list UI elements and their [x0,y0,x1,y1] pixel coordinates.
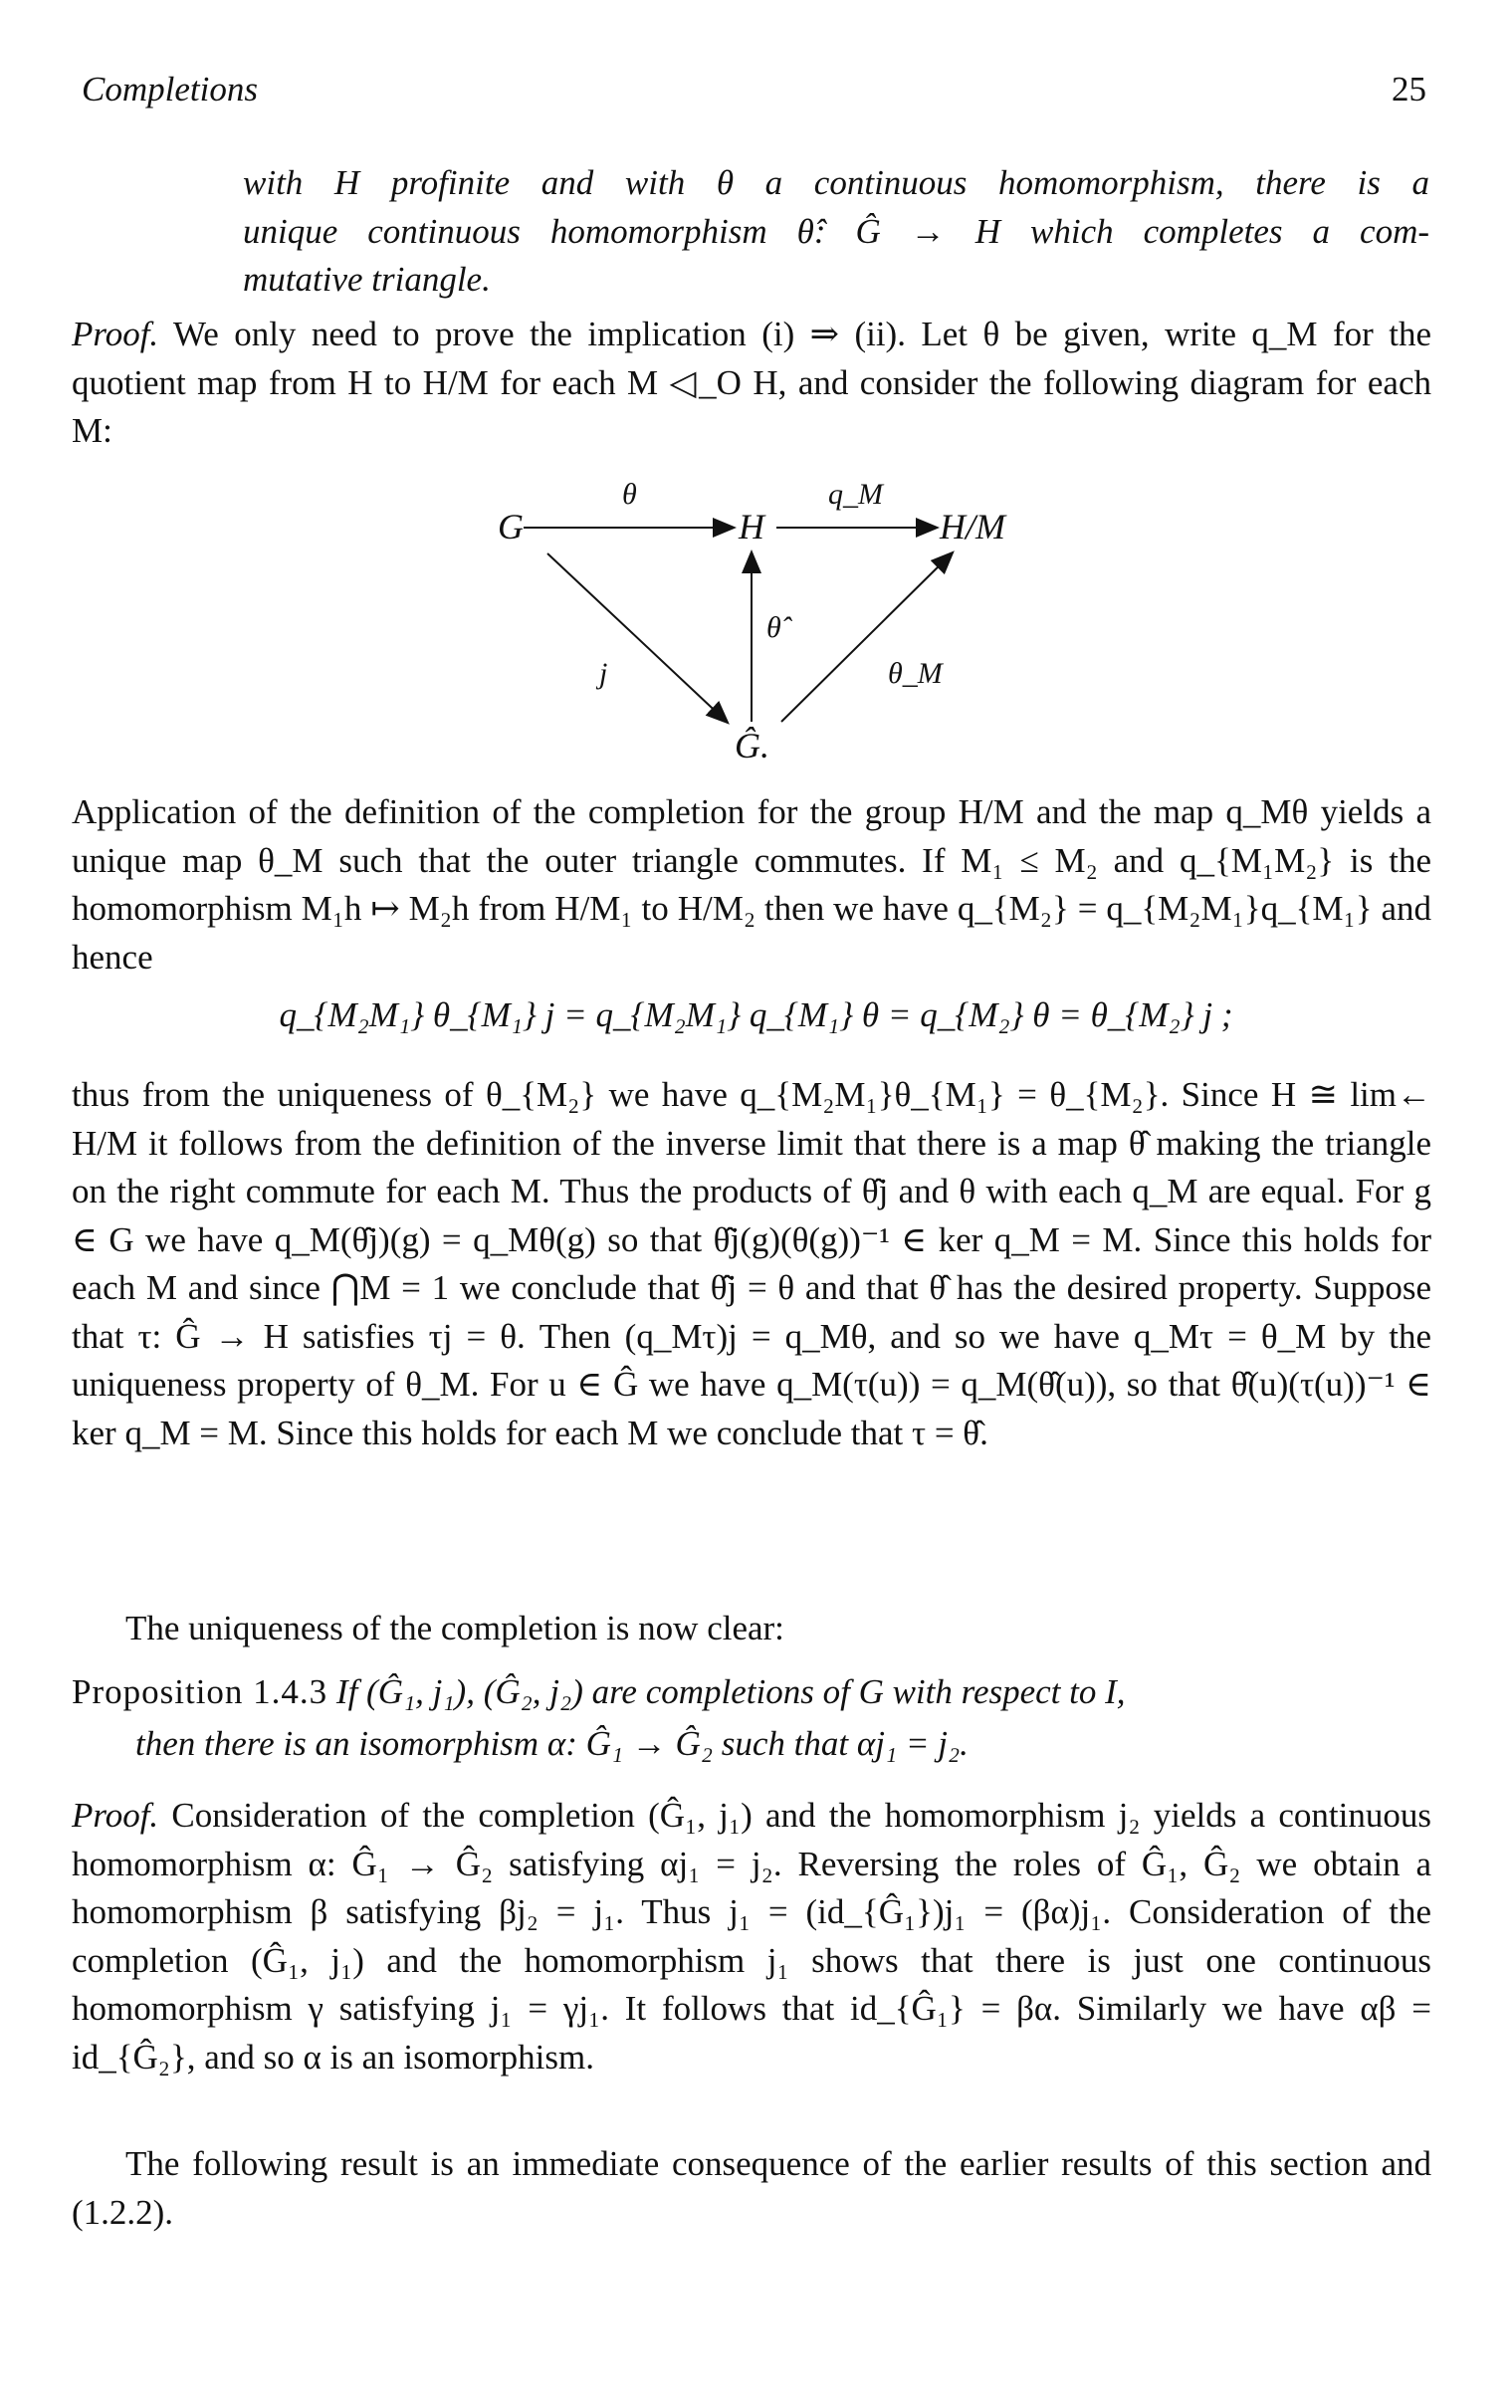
paragraph-application: Application of the definition of the completion for the group H/M and the map q_Mθ yields a unique map θ_M such that the outer triangle commutes. If M₁ ≤ M₂ and q_{M₁M₂} is the homomorphism M₁h ↦ M₂h from H/M₁ to H/M₂ then we have q_{M₂} = q_{M₂M₁}q_{M₁} and hence [72,792,1431,977]
display-equation: q_{M₂M₁} θ_{M₁} j = q_{M₂M₁} q_{M₁} θ = q_{M₂} θ = θ_{M₂} j ; [279,995,1233,1034]
proof-text: We only need to prove the implication (i) ⇒ (ii). Let θ be given, write q_M for the quotient map from H to H/M for each M ◁_O H, and consider the following diagram for each M: [72,315,1431,450]
theorem-statement-tail [243,159,1429,305]
proof-paragraph-2 [72,1792,1431,2081]
statement-line-1: with H profinite and with θ a continuous homomorphism, there is a [243,163,1429,202]
arrow-thetaM [781,553,952,722]
node-H-mod-M: H/M [940,507,1005,547]
page-number: 25 [1392,70,1426,109]
paragraph-uniqueness: The uniqueness of the completion is now clear: [125,1609,784,1647]
paragraph-inverse-limit: thus from the uniqueness of θ_{M₂} we have q_{M₂M₁}θ_{M₁} = θ_{M₂}. Since H ≅ lim← H/M it follows from the definition of the inverse limit that there is a map θ̂ making the triangle on the right commute for each M. Thus the products of θ̂j and θ with each q_M are equal. For g ∈ G we have q_M(θ̂j)(g) = q_Mθ(g) so that θ̂j(g)(θ(g))⁻¹ ∈ ker q_M = M. Since this holds for each M and since ⋂M = 1 we conclude that θ̂j = θ and that θ̂ has the desired property. Suppose that τ: Ĝ → H satisfies τj = θ. Then (q_Mτ)j = q_Mθ, and so we have q_Mτ = θ_M by the uniqueness property of θ_M. For u ∈ Ĝ we have q_M(τ(u)) = q_M(θ̂(u)), so that θ̂(u)(τ(u))⁻¹ ∈ ker q_M = M. Since this holds for each M we conclude that τ = θ̂. [72,1075,1431,1452]
proposition-label: Proposition 1.4.3 [72,1672,328,1711]
proof2-label: Proof. [72,1796,159,1835]
proposition-text: If (Ĝ₁, j₁), (Ĝ₂, j₂) are completions of G with respect to I, [327,1672,1126,1711]
label-j: j [599,657,608,690]
label-qM: q_M [828,478,883,511]
proof2-text: Consideration of the completion (Ĝ₁, j₁) and the homomorphism j₂ yields a continuous homomorphism α: Ĝ₁ → Ĝ₂ satisfying αj₁ = j₂. Reversing the roles of Ĝ₁, Ĝ₂ we obtain a homomorphism β satisfying βj₂ = j₁. Thus j₁ = (id_{Ĝ₁})j₁ = (βα)j₁. Consideration of the completion (Ĝ₁, j₁) and the homomorphism j₁ shows that there is just one continuous homomorphism γ satisfying j₁ = γj₁. It follows that id_{Ĝ₁} = βα. Similarly we have αβ = id_{Ĝ₂}, and so α is an isomorphism. [72,1796,1431,2077]
proof-label: Proof. [72,315,159,353]
proof-paragraph-1 [72,311,1431,456]
running-head-section-title: Completions [82,70,258,109]
node-G: G [498,507,524,547]
label-thetaM: θ_M [888,657,943,690]
proposition-text-line-2: then there is an isomorphism α: Ĝ₁ → Ĝ₂ such that αj₁ = j₂. [135,1724,969,1763]
label-theta: θ [622,478,637,511]
node-G-hat: Ĝ. [735,726,769,766]
paragraph-following-result: The following result is an immediate consequence of the earlier results of this section and (1.2.2). [72,2144,1431,2232]
proposition-1-4-3 [72,1668,1431,1717]
arrow-j [547,553,727,722]
statement-line-2: unique continuous homomorphism θ̂: Ĝ → H which completes a com- [243,211,1429,251]
label-thetahat: θ̂ [766,611,781,644]
statement-line-3: mutative triangle. [243,260,491,299]
commutative-diagram [478,458,1095,786]
node-H: H [739,507,764,547]
